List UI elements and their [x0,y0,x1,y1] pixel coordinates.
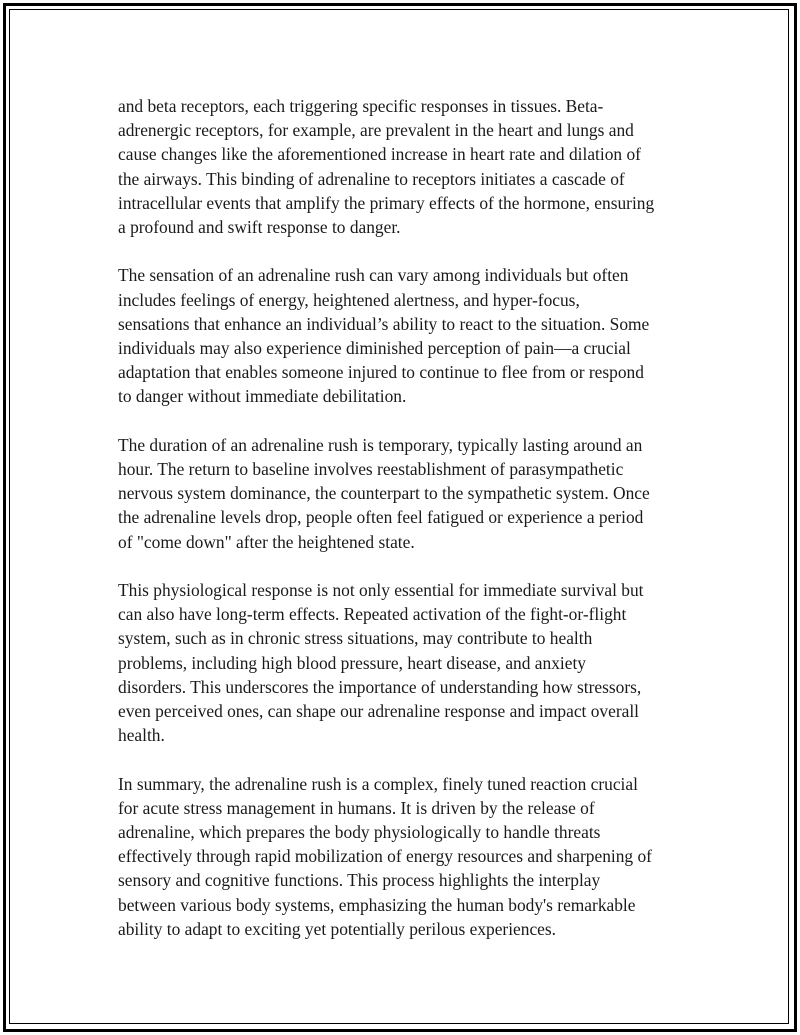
paragraph-summary: In summary, the adrenaline rush is a complex, finely tuned reaction crucial for acute stress management in humans. It is driven by the release of adrenaline, which prepares the body physiologically to handle threats effectively through rapid mobilization of energy resources and sharpening of sensory and cognitive functions. This process highlights the interplay between various body systems, emphasizing the human body's remarkable ability to adapt to exciting yet potentially perilous experiences. [118,773,652,939]
paragraph-receptors: and beta receptors, each triggering specific responses in tissues. Beta- adrenergic receptors, for example, are prevalent in the heart and lungs and cause changes like the aforementioned increase in heart rate and dilation of the airways. This binding of adrenaline to receptors initiates a cascade of intracellular events that amplify the primary effects of the hormone, ensuring a profound and swift response to danger. [118,96,655,238]
paragraph-long-term-effects: This physiological response is not only essential for immediate survival but can also have long-term effects. Repeated activation of the fight-or-flight system, such as in chronic stress situations, may contribute to health problems, including high blood pressure, heart disease, and anxiety disorders. This underscores the importance of understanding how stressors, even perceived ones, can shape our adrenaline response and impact overall health. [118,580,644,746]
paragraph-duration: The duration of an adrenaline rush is temporary, typically lasting around an hour. The return to baseline involves reestablishment of parasympathetic nervous system dominance, the counterpart to the sympathetic system. Once the adrenaline levels drop, people often feel fatigued or experience a period of "come down" after the heightened state. [118,434,650,552]
document-body [118,94,693,941]
paragraph-sensation: The sensation of an adrenaline rush can vary among individuals but often includes feelings of energy, heightened alertness, and hyper-focus, sensations that enhance an individual’s ability to react to the situation. Some individuals may also experience diminished perception of pain—a crucial adaptation that enables someone injured to continue to flee from or respond to danger without immediate debilitation. [118,265,650,407]
